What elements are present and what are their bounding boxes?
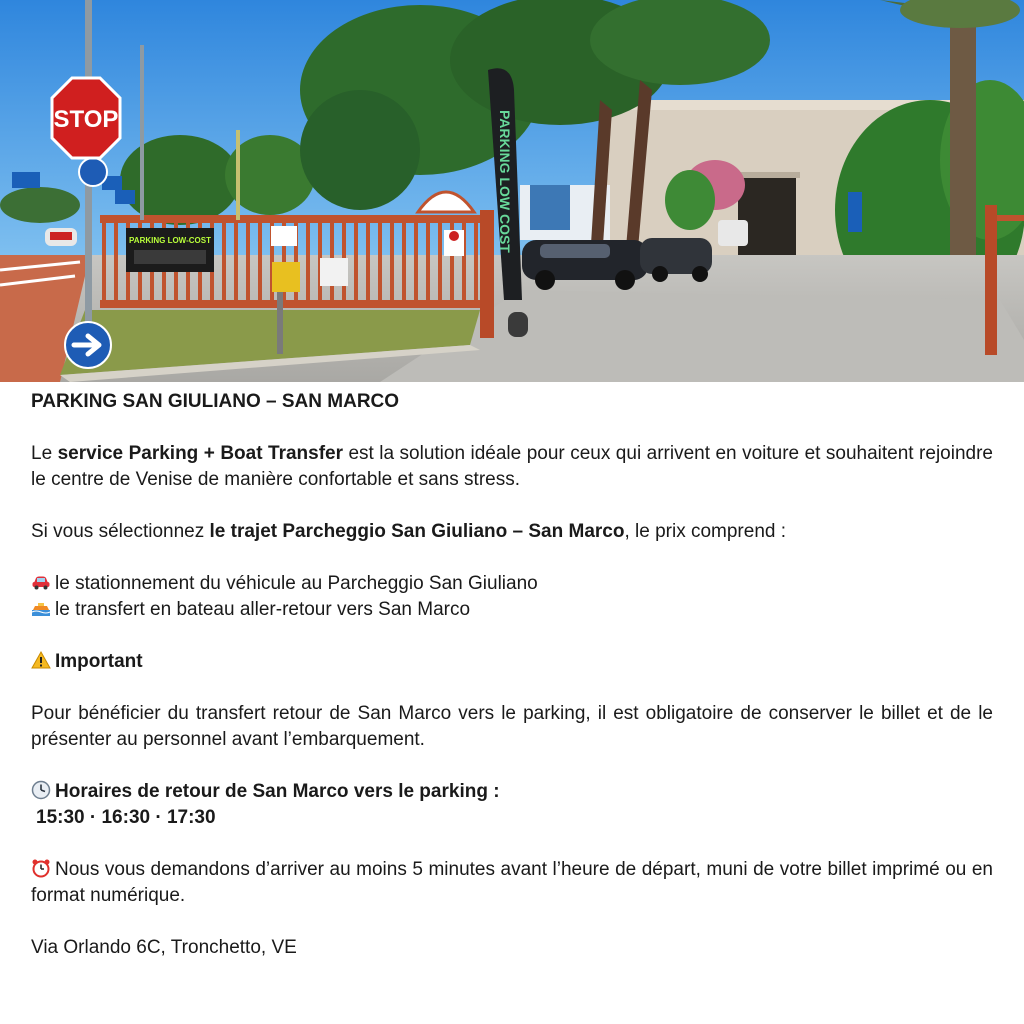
arrival-note bbox=[31, 857, 993, 909]
clock-icon bbox=[31, 780, 51, 800]
car-icon bbox=[31, 572, 51, 592]
intro-paragraph bbox=[31, 441, 993, 493]
info-document bbox=[31, 389, 993, 961]
arrival-note-text: Nous vous demandons d’arriver au moins 5 minutes avant l’heure de départ, muni de votre billet imprimé ou en format numérique. bbox=[31, 859, 993, 906]
address: Via Orlando 6C, Tronchetto, VE bbox=[31, 937, 297, 958]
parking-banner bbox=[126, 228, 214, 272]
important-paragraph: Pour bénéficier du transfert retour de San Marco vers le parking, il est obligatoire de conserver le billet et de le présenter au personnel avant l’embarquement. bbox=[31, 703, 993, 750]
list-item bbox=[31, 597, 993, 623]
list-item bbox=[31, 571, 993, 597]
important-heading-text: Important bbox=[55, 651, 143, 672]
intro-text-start: Le bbox=[31, 443, 58, 464]
parking-p-sign bbox=[848, 192, 862, 232]
svg-text:STOP: STOP bbox=[53, 106, 119, 133]
warning-icon bbox=[31, 650, 51, 670]
route-name: le trajet Parcheggio San Giuliano – San Marco bbox=[209, 521, 625, 542]
important-heading bbox=[31, 649, 993, 675]
direction-sign bbox=[65, 322, 111, 368]
list-item-text: le transfert en bateau aller-retour vers San Marco bbox=[55, 599, 471, 620]
svg-text:PARKING LOW COST: PARKING LOW COST bbox=[497, 110, 513, 253]
boat-icon bbox=[31, 598, 51, 618]
alarm-clock-icon bbox=[31, 858, 51, 878]
schedule-times: 15:30 · 16:30 · 17:30 bbox=[36, 807, 216, 828]
intro-service-name: service Parking + Boat Transfer bbox=[57, 443, 343, 464]
stop-sign bbox=[52, 78, 120, 158]
schedule-heading bbox=[31, 779, 993, 805]
schedule-heading-text: Horaires de retour de San Marco vers le parking : bbox=[55, 781, 500, 802]
route-text-start: Si vous sélectionnez bbox=[31, 521, 210, 542]
list-item-text: le stationnement du véhicule au Parcheggio San Giuliano bbox=[55, 573, 538, 594]
parking-entrance-photo bbox=[0, 0, 1024, 382]
svg-text:PARKING LOW-COST: PARKING LOW-COST bbox=[129, 236, 211, 245]
document-title: PARKING SAN GIULIANO – SAN MARCO bbox=[31, 391, 400, 412]
route-paragraph bbox=[31, 519, 993, 545]
route-text-end: , le prix comprend : bbox=[624, 521, 787, 542]
intro-text-end: est la solution idéale pour ceux qui arrivent en voiture et souhaitent rejoindre le centre de Venise de manière confortable et sans stress. bbox=[31, 443, 993, 490]
